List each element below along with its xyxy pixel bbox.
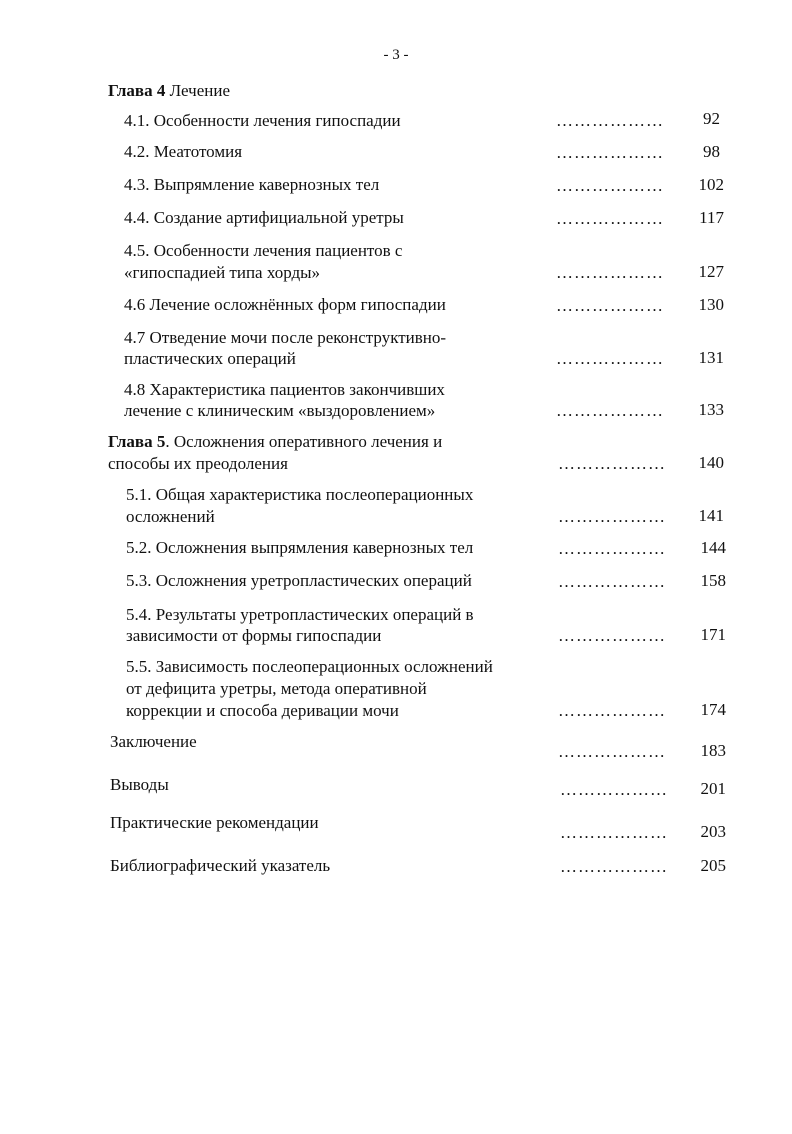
chapter-4-label: Глава 4 — [108, 81, 166, 100]
toc-page-bibliography: 205 — [700, 856, 726, 875]
toc-entry-5-1-line1: 5.1. Общая характеристика послеоперационных — [126, 485, 474, 504]
chapter-4-title: Лечение — [169, 81, 230, 100]
toc-entry-conclusion: Заключение — [110, 732, 197, 751]
toc-leader: ……………… — [558, 572, 666, 591]
toc-entry-4-7-line1: 4.7 Отведение мочи после реконструктивно- — [124, 328, 447, 347]
toc-page-findings: 201 — [700, 779, 726, 798]
chapter-5-label: Глава 5 — [108, 432, 166, 451]
toc-leader: ……………… — [556, 111, 664, 130]
chapter-5-title-line2: способы их преодоления — [108, 454, 288, 473]
toc-page-5-2: 144 — [700, 538, 726, 557]
toc-page-4-8: 133 — [698, 400, 724, 419]
toc-entry-4-8-line2: лечение с клиническим «выздоровлением» — [124, 401, 436, 420]
toc-leader: ……………… — [556, 263, 664, 282]
toc-leader: ……………… — [556, 176, 664, 195]
toc-leader: ……………… — [560, 823, 668, 842]
toc-page-4-4: 117 — [699, 208, 724, 227]
toc-entry-5-4-line2: зависимости от формы гипоспадии — [126, 626, 382, 645]
toc-entry-4-4: 4.4. Создание артифициальной уретры — [124, 208, 404, 227]
toc-leader: ……………… — [558, 701, 666, 720]
chapter-5-heading — [108, 431, 442, 453]
chapter-5-title: . Осложнения оперативного лечения и — [165, 432, 443, 451]
toc-page-4-3: 102 — [698, 175, 724, 194]
toc-leader: ……………… — [558, 626, 666, 645]
page-number: - 3 - — [383, 47, 409, 63]
toc-entry-4-5-line1: 4.5. Особенности лечения пациентов с — [124, 241, 403, 260]
toc-page-5-5: 174 — [700, 700, 726, 719]
toc-leader: ……………… — [556, 349, 664, 368]
toc-page-chapter-5: 140 — [698, 453, 724, 472]
toc-page-5-3: 158 — [700, 571, 726, 590]
chapter-4-heading — [108, 80, 230, 102]
toc-page-4-2: 98 — [703, 142, 720, 161]
toc-leader: ……………… — [558, 454, 666, 473]
toc-leader: ……………… — [556, 143, 664, 162]
toc-page-recommendations: 203 — [700, 822, 726, 841]
toc-page-4-1: 92 — [703, 109, 720, 128]
toc-entry-findings: Выводы — [110, 775, 169, 794]
toc-entry-5-3: 5.3. Осложнения уретропластических операций — [126, 571, 472, 590]
toc-entry-4-2: 4.2. Меатотомия — [124, 142, 243, 161]
toc-entry-4-3: 4.3. Выпрямление кавернозных тел — [124, 175, 380, 194]
toc-leader: ……………… — [558, 539, 666, 558]
toc-page-conclusion: 183 — [700, 741, 726, 760]
toc-page-4-6: 130 — [698, 295, 724, 314]
toc-leader: ……………… — [556, 296, 664, 315]
toc-entry-5-4-line1: 5.4. Результаты уретропластических операций в — [126, 605, 474, 624]
toc-page-5-1: 141 — [698, 506, 724, 525]
toc-leader: ……………… — [560, 857, 668, 876]
toc-leader: ……………… — [558, 507, 666, 526]
toc-entry-5-1-line2: осложнений — [126, 507, 215, 526]
toc-entry-5-5-line3: коррекции и способа деривации мочи — [126, 701, 399, 720]
toc-entry-5-5-line2: от дефицита уретры, метода оперативной — [126, 679, 427, 698]
toc-entry-recommendations: Практические рекомендации — [110, 813, 319, 832]
toc-page-5-4: 171 — [700, 625, 726, 644]
toc-page-4-7: 131 — [698, 348, 724, 367]
toc-entry-4-6: 4.6 Лечение осложнённых форм гипоспадии — [124, 295, 446, 314]
toc-entry-4-1: 4.1. Особенности лечения гипоспадии — [124, 111, 401, 130]
toc-entry-4-7-line2: пластических операций — [124, 349, 296, 368]
toc-entry-5-5-line1: 5.5. Зависимость послеоперационных осложнений — [126, 657, 493, 676]
toc-leader: ……………… — [556, 209, 664, 228]
toc-entry-4-8-line1: 4.8 Характеристика пациентов закончивших — [124, 380, 445, 399]
toc-leader: ……………… — [558, 742, 666, 761]
toc-entry-4-5-line2: «гипоспадией типа хорды» — [124, 263, 321, 282]
toc-entry-5-2: 5.2. Осложнения выпрямления кавернозных тел — [126, 538, 474, 557]
toc-page-4-5: 127 — [698, 262, 724, 281]
toc-leader: ……………… — [556, 401, 664, 420]
toc-entry-bibliography: Библиографический указатель — [110, 856, 331, 875]
toc-leader: ……………… — [560, 780, 668, 799]
